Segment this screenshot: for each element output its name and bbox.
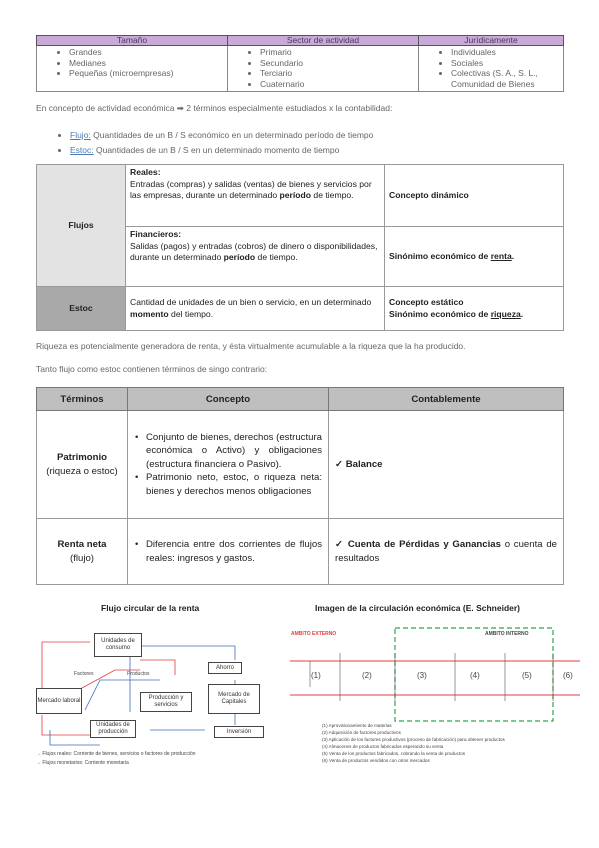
list-item: • Patrimonio neto, estoc, o riqueza neta: bienes y derechos menos obligaciones: [146, 471, 322, 498]
flow-arrow: [42, 715, 90, 735]
classification-table: [36, 35, 564, 92]
unidades-consumo-box: Unidades de consumo: [94, 633, 142, 657]
header-juridicamente: Jurídicamente: [419, 36, 564, 46]
step-5: (5): [522, 671, 532, 680]
estoc-cell: Cantidad de unidades de un bien o servicio, en un determinado momento del tiempo.: [126, 287, 385, 331]
list-item: • Diferencia entre dos corrientes de flujos reales: ingresos y gastos.: [146, 538, 322, 565]
inversion-box: Inversión: [214, 726, 264, 738]
estoc-label: Estoc: [37, 287, 126, 331]
note-line: (6) Venta de productos vendidos con otros mercados: [322, 758, 430, 763]
list-item: • Colectivas (S. A., S. L., Comunidad de Bienes: [451, 68, 559, 89]
tamano-cell: [37, 46, 228, 92]
header-contablemente: Contablemente: [329, 388, 564, 411]
flujos-label: Flujos: [37, 165, 126, 287]
flujo-estoc-table: [36, 164, 564, 331]
legend-real: → Flujos reales: Corriente de bienes, servicios o factores de producción: [36, 751, 196, 757]
note-line: (1) Aprovisionamiento de materias: [322, 723, 392, 728]
financieros-cell: Financieros: Salidas (pagos) y entradas (cobros) de dinero o disponibilidades, durante un determinado período de tiempo.: [126, 227, 385, 287]
list-item: • Sociales: [451, 58, 559, 69]
list-item: • Cuaternario: [260, 79, 414, 90]
capitales-box: Mercado de Capitales: [208, 684, 260, 714]
tanto-line: Tanto flujo como estoc contienen términos de singo contrario:: [36, 364, 268, 374]
estoc-link[interactable]: Estoc:: [70, 145, 94, 155]
ambito-interno-label: AMBITO INTERNO: [485, 631, 529, 637]
list-item: • Primario: [260, 47, 414, 58]
produccion-box: Producción y servicios: [140, 692, 192, 712]
header-sector: Sector de actividad: [228, 36, 419, 46]
header-concepto: Concepto: [128, 388, 329, 411]
note-line: (4) Almacenes de productos fabricados esperando su venta: [322, 744, 444, 749]
juridica-cell: [419, 46, 564, 92]
list-item: • Individuales: [451, 47, 559, 58]
schneider-title: Imagen de la circulación económica (E. Schneider): [315, 603, 521, 613]
list-item: • Grandes: [69, 47, 223, 58]
header-tamano: Tamaño: [37, 36, 228, 46]
step-1: (1): [311, 671, 321, 680]
estoc-concepto: Concepto estático Sinónimo económico de riqueza.: [385, 287, 564, 331]
step-3: (3): [417, 671, 427, 680]
list-item: • Flujo: Quantidades de un B / S económico en un determinado período de tiempo: [70, 128, 373, 143]
definition-list: [56, 128, 373, 158]
list-item: • Estoc: Quantidades de un B / S en un determinado momento de tiempo: [70, 143, 373, 158]
step-6: (6): [563, 671, 573, 680]
sinonimo-renta: Sinónimo económico de renta.: [385, 227, 564, 287]
step-4: (4): [470, 671, 480, 680]
concepto-dinamico: Concepto dinámico: [385, 165, 564, 227]
ambito-externo-label: AMBITO EXTERNO: [291, 631, 337, 637]
list-item: • Conjunto de bienes, derechos (estructura económica o Activo) y obligaciones (estructura financiera o Pasivo).: [146, 431, 322, 472]
patrimonio-contable: ✓ Balance: [329, 411, 564, 519]
unidades-produccion-box: Unidades de producción: [90, 720, 136, 738]
list-item: • Medianes: [69, 58, 223, 69]
patrimonio-label: Patrimonio (riqueza o estoc): [37, 411, 128, 519]
note-line: (3) Aplicación de los factores productivos (proceso de fabricación) para obtener productos: [322, 737, 505, 742]
flujo-circular-title: Flujo circular de la renta: [101, 603, 200, 613]
legend-monetary: → Flujos monetarios: Corriente monetaria: [36, 760, 129, 766]
sector-cell: [228, 46, 419, 92]
header-terminos: Términos: [37, 388, 128, 411]
schneider-diagram: [280, 625, 590, 725]
renta-label: Renta neta (flujo): [37, 519, 128, 585]
list-item: • Secundario: [260, 58, 414, 69]
concept-line: En concepto de actividad económica ➡ 2 términos especialmente estudiados x la contabilidad:: [36, 103, 393, 113]
schneider-notes: [322, 722, 505, 764]
note-line: (5) Venta de los productos fabricados, cobrando la venta de productos: [322, 751, 466, 756]
list-item: • Pequeñas (microempresas): [69, 68, 223, 79]
step-2: (2): [362, 671, 372, 680]
list-item: • Terciario: [260, 68, 414, 79]
reales-cell: Reales: Entradas (compras) y salidas (ventas) de bienes y servicios por las empresas, durante un determinado período de tiempo.: [126, 165, 385, 227]
ahorro-box: Ahorro: [208, 662, 242, 674]
flow-arrow: [140, 646, 235, 660]
terminos-table: [36, 387, 564, 585]
flujo-link[interactable]: Flujo:: [70, 130, 91, 140]
riqueza-line: Riqueza es potencialmente generadora de renta, y ésta virtualmente acumulable a la riqueza que la ha producido.: [36, 341, 466, 351]
mercado-laboral-box: Mercado laboral: [36, 688, 82, 714]
note-line: (2) Adquisición de factores productivos: [322, 730, 401, 735]
factores-label: Factores: [74, 671, 94, 677]
renta-contable: ✓ Cuenta de Pérdidas y Ganancias o cuenta de resultados: [329, 519, 564, 585]
productos-label: Productos: [127, 671, 150, 677]
renta-concepto: [128, 519, 329, 585]
patrimonio-concepto: [128, 411, 329, 519]
